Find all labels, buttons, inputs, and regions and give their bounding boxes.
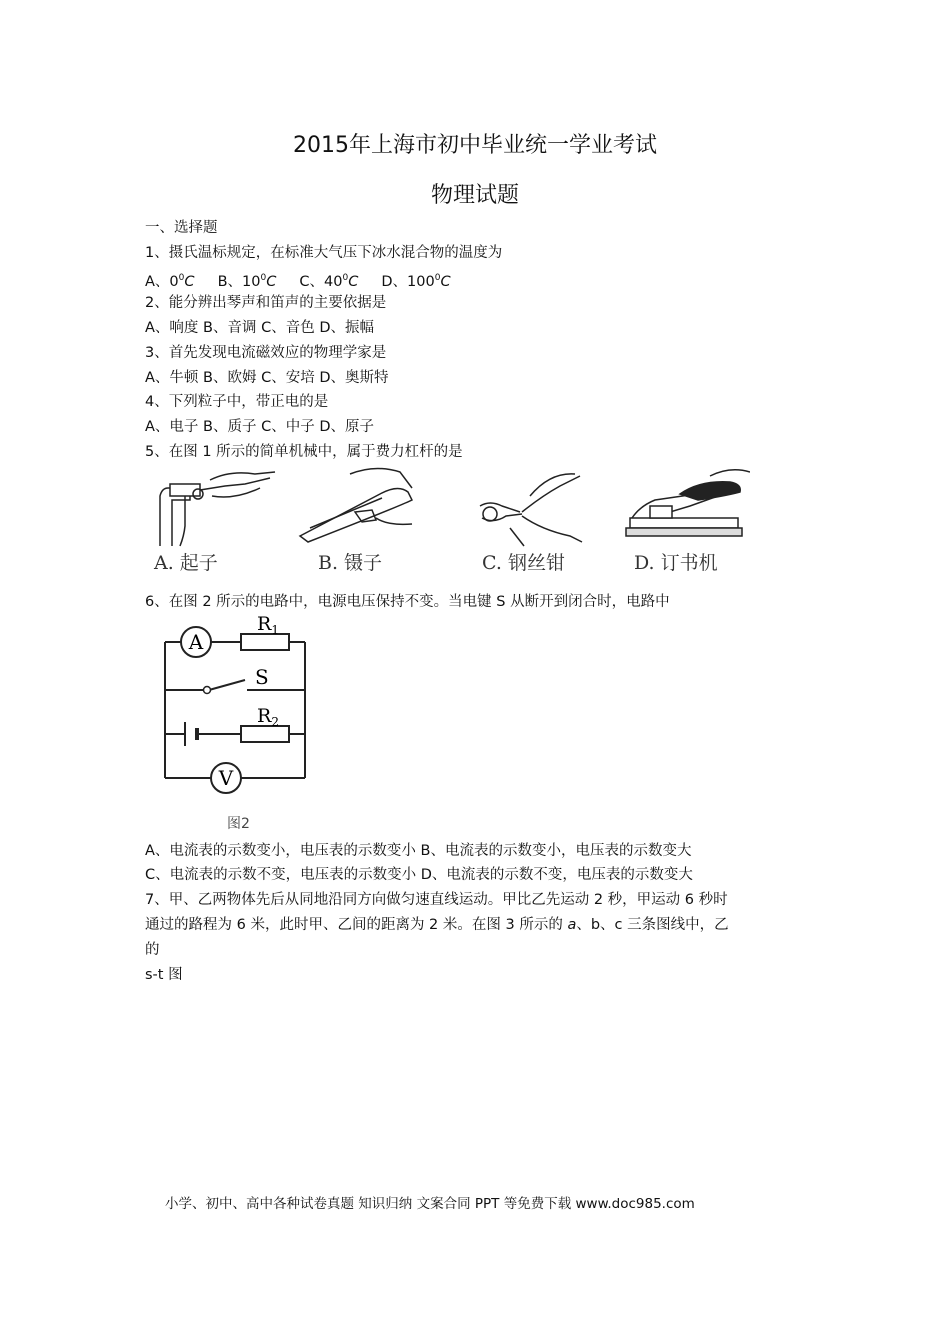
tweezers-illustration (300, 468, 412, 542)
figure-1-illustrations (150, 466, 750, 552)
q3-stem: 3、首先发现电流磁效应的物理学家是 (145, 345, 387, 361)
q4-options: A、电子 B、质子 C、中子 D、原子 (145, 419, 374, 435)
voltmeter-label: V (218, 766, 234, 790)
exam-subtitle: 物理试题 (430, 183, 519, 208)
q6-stem: 6、在图 2 所示的电路中，电源电压保持不变。当电键 S 从断开到闭合时，电路中 (145, 594, 670, 610)
q7-line-1: 7、甲、乙两物体先后从同地沿同方向做匀速直线运动。甲比乙先运动 2 秒，甲运动 6 秒时 (145, 892, 728, 908)
q7-line-2: 通过的路程为 6 米，此时甲、乙间的距离为 2 米。在图 3 所示的 a、b、c 三条图线中，乙 (145, 917, 729, 933)
figure-2-caption: 图2 (227, 816, 250, 832)
q2-stem: 2、能分辨出琴声和笛声的主要依据是 (145, 295, 387, 311)
caption-b: B. 镊子 (318, 552, 383, 574)
stapler-illustration (626, 470, 750, 536)
q6-options-cd: C、电流表的示数不变，电压表的示数变小 D、电流表的示数不变，电压表的示数变大 (145, 867, 693, 883)
q7-line-4: s-t 图 (145, 967, 183, 983)
switch-pivot (204, 687, 211, 694)
q4-stem: 4、下列粒子中，带正电的是 (145, 394, 329, 410)
wire-cutters-illustration (480, 474, 582, 546)
caption-d: D. 订书机 (634, 552, 718, 574)
section-heading: 一、选择题 (145, 220, 218, 236)
figure-2-circuit (155, 612, 325, 837)
q5-stem: 5、在图 1 所示的简单机械中，属于费力杠杆的是 (145, 444, 463, 460)
q7-line-3: 的 (145, 942, 160, 958)
caption-a: A. 起子 (154, 552, 218, 574)
q6-options-ab: A、电流表的示数变小，电压表的示数变小 B、电流表的示数变小，电压表的示数变大 (145, 843, 692, 859)
footer-text: 小学、初中、高中各种试卷真题 知识归纳 文案合同 PPT 等免费下载 www.doc985.com (165, 1196, 695, 1212)
q1-stem: 1、摄氏温标规定，在标准大气压下冰水混合物的温度为 (145, 245, 503, 261)
ammeter-label: A (188, 630, 204, 654)
r2-label: $R_2$ (257, 705, 279, 729)
q3-options: A、牛顿 B、欧姆 C、安培 D、奥斯特 (145, 370, 389, 386)
q1-options: A、$0^0C$ B、$10^0C$ C、$40^0C$ D、$100^0C$ (145, 273, 451, 290)
resistor-r1 (241, 634, 289, 650)
r1-label: $R_1$ (257, 613, 279, 637)
exam-title: 2015年上海市初中毕业统一学业考试 (293, 133, 657, 158)
switch-label: S (255, 665, 269, 689)
q2-options: A、响度 B、音调 C、音色 D、振幅 (145, 320, 374, 336)
caption-c: C. 钢丝钳 (482, 552, 565, 574)
resistor-r2 (241, 726, 289, 742)
bottle-opener-illustration (160, 472, 275, 546)
